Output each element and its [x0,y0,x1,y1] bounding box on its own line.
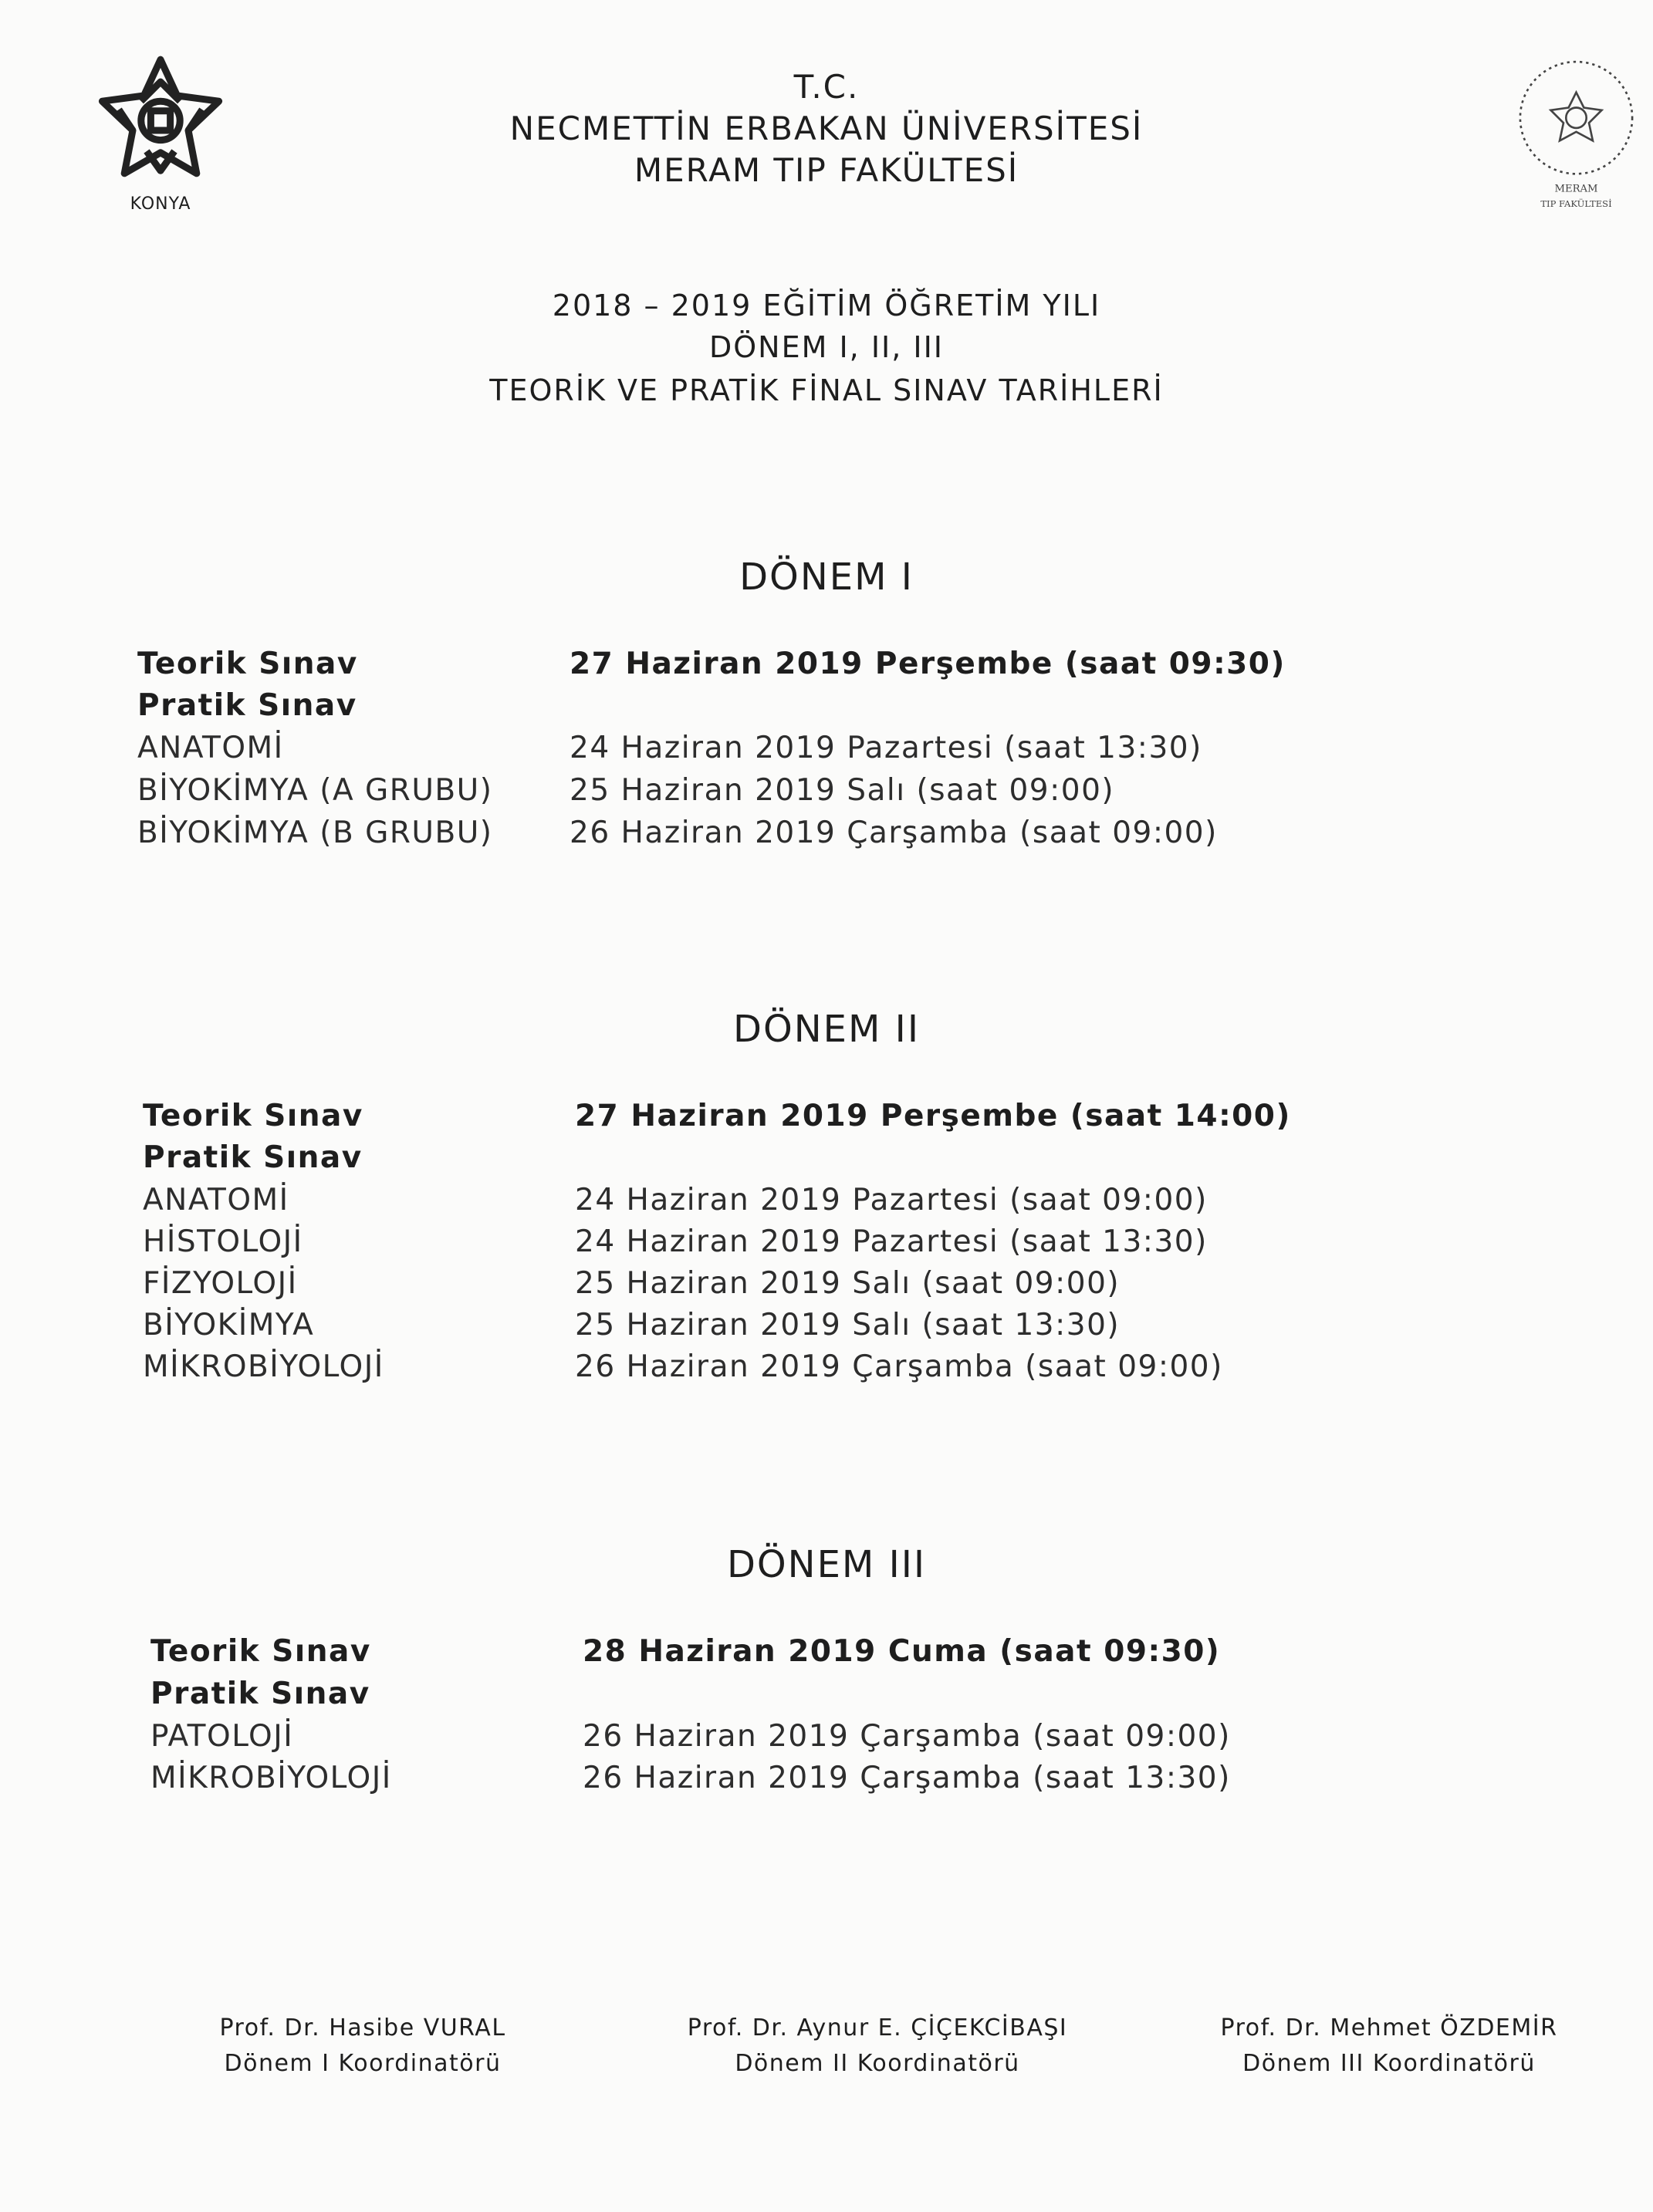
row-label: BİYOKİMYA (B GRUBU) [137,816,493,850]
signature-block-2 [661,2011,1094,2082]
row-value: 24 Haziran 2019 Pazartesi (saat 09:00) [575,1183,1208,1217]
row-label: PATOLOJİ [150,1719,294,1754]
table-row [0,688,1653,728]
table-row [0,1266,1653,1306]
section-title-donem-3: DÖNEM III [726,1543,927,1586]
table-row [0,731,1653,771]
header-tc: T.C. [793,68,860,106]
row-label: Teorik Sınav [137,647,358,681]
row-label: BİYOKİMYA [143,1308,315,1342]
signatory-role: Dönem II Koordinatörü [735,2050,1020,2077]
logo-caption: KONYA [130,194,191,214]
row-label: Pratik Sınav [143,1140,363,1175]
svg-text:TIP FAKÜLTESİ: TIP FAKÜLTESİ [1540,198,1612,210]
table-row [0,647,1653,687]
row-value: 25 Haziran 2019 Salı (saat 13:30) [575,1308,1121,1342]
row-label: HİSTOLOJİ [143,1224,303,1259]
row-value: 26 Haziran 2019 Çarşamba (saat 09:00) [570,816,1218,850]
terms-line: DÖNEM I, II, III [708,330,945,364]
signatory-role: Dönem III Koordinatörü [1242,2050,1536,2077]
table-row [0,1140,1653,1180]
academic-year: 2018 – 2019 EĞİTİM ÖĞRETİM YILI [552,289,1101,323]
header-university: NECMETTİN ERBAKAN ÜNİVERSİTESİ [509,110,1144,147]
row-label: MİKROBİYOLOJİ [143,1349,384,1384]
table-row [0,1224,1653,1265]
signatory-name: Prof. Dr. Hasibe VURAL [219,2014,506,2041]
row-value: 27 Haziran 2019 Perşembe (saat 09:30) [570,647,1286,681]
row-label: BİYOKİMYA (A GRUBU) [137,773,493,808]
table-row [0,773,1653,813]
document-title: TEORİK VE PRATİK FİNAL SINAV TARİHLERİ [489,373,1164,407]
row-label: ANATOMİ [137,731,284,765]
table-row [0,816,1653,856]
table-row [0,1349,1653,1390]
row-value: 26 Haziran 2019 Çarşamba (saat 09:00) [583,1719,1231,1754]
section-title-donem-2: DÖNEM II [733,1008,920,1051]
row-label: ANATOMİ [143,1183,289,1217]
row-label: Teorik Sınav [143,1099,363,1133]
row-label: Pratik Sınav [150,1677,370,1711]
svg-text:MERAM: MERAM [1554,183,1598,195]
signatory-name: Prof. Dr. Aynur E. ÇİÇEKCİBAŞI [687,2014,1068,2041]
table-row [0,1719,1653,1759]
signatory-role: Dönem I Koordinatörü [224,2050,502,2077]
row-label: Pratik Sınav [137,688,357,723]
signature-block-3 [1173,2011,1605,2082]
row-value: 26 Haziran 2019 Çarşamba (saat 13:30) [583,1761,1231,1795]
row-value: 28 Haziran 2019 Cuma (saat 09:30) [583,1634,1221,1669]
table-row [0,1761,1653,1801]
row-value: 24 Haziran 2019 Pazartesi (saat 13:30) [570,731,1202,765]
table-row [0,1634,1653,1674]
row-label: FİZYOLOJİ [143,1266,298,1301]
table-row [0,1308,1653,1348]
section-title-donem-1: DÖNEM I [739,556,914,599]
table-row [0,1183,1653,1223]
row-label: Teorik Sınav [150,1634,371,1669]
row-value: 26 Haziran 2019 Çarşamba (saat 09:00) [575,1349,1223,1384]
signature-block-1 [147,2011,579,2082]
header-faculty: MERAM TIP FAKÜLTESİ [634,151,1019,189]
row-value: 25 Haziran 2019 Salı (saat 09:00) [575,1266,1121,1301]
row-label: MİKROBİYOLOJİ [150,1761,392,1795]
row-value: 25 Haziran 2019 Salı (saat 09:00) [570,773,1115,808]
table-row [0,1677,1653,1717]
signatory-name: Prof. Dr. Mehmet ÖZDEMİR [1220,2014,1558,2041]
row-value: 27 Haziran 2019 Perşembe (saat 14:00) [575,1099,1291,1133]
table-row [0,1099,1653,1139]
row-value: 24 Haziran 2019 Pazartesi (saat 13:30) [575,1224,1208,1259]
